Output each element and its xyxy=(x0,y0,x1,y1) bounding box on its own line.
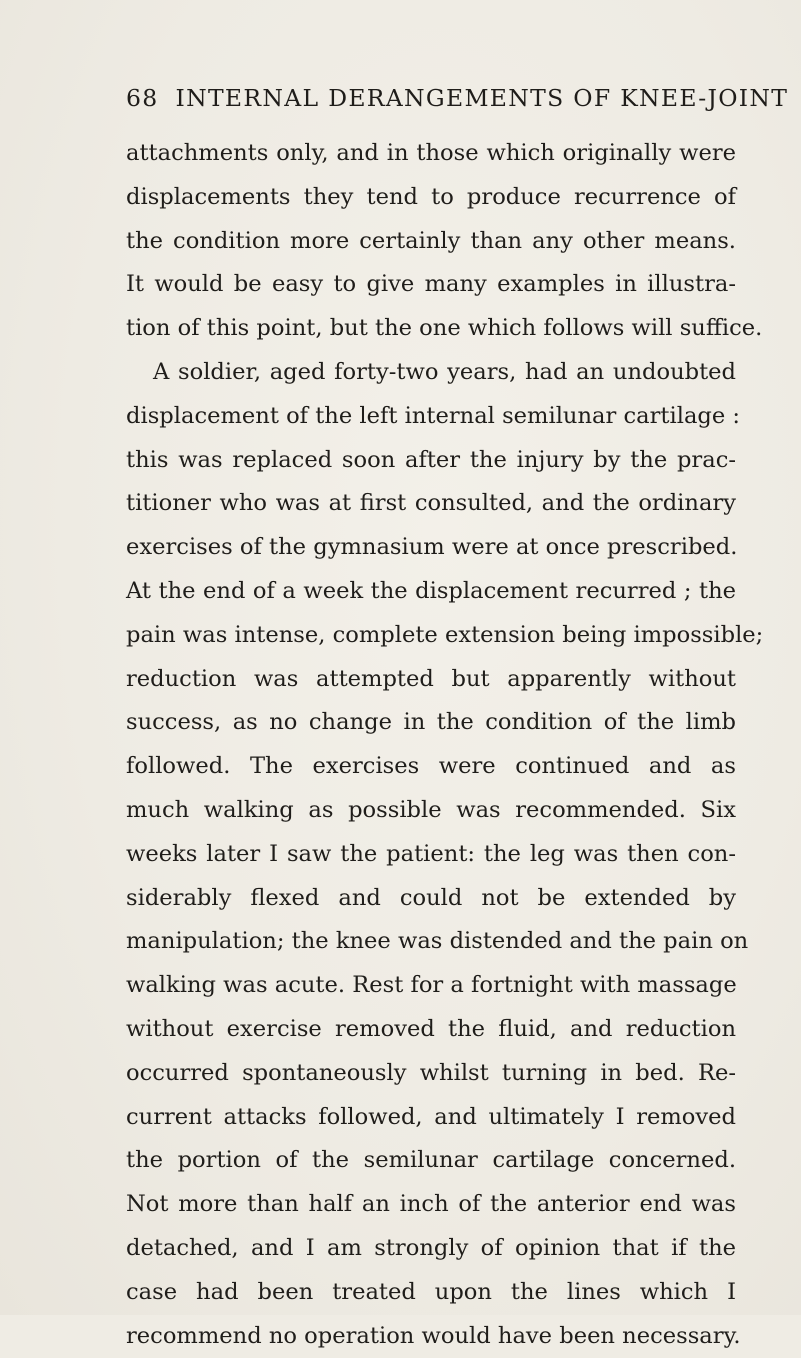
text-line: Not more than half an inch of the anterior end was xyxy=(126,1191,736,1218)
text-line: exercises of the gymnasium were at once prescribed. xyxy=(126,534,738,561)
text-line: this was replaced soon after the injury by the prac- xyxy=(126,446,736,473)
running-head xyxy=(126,78,789,118)
text-line: displacements they tend to produce recurrence of xyxy=(126,183,736,210)
text-line: pain was intense, complete extension being impossible; xyxy=(126,621,764,648)
text-line: the portion of the semilunar cartilage concerned. xyxy=(126,1147,736,1174)
text-line: the condition more certainly than any other means. xyxy=(126,227,736,254)
text-line: current attacks followed, and ultimately I removed xyxy=(126,1103,736,1130)
text-line: siderably flexed and could not be extended by xyxy=(126,884,736,911)
text-line: recommend no operation would have been necessary. xyxy=(126,1322,741,1349)
text-line: success, as no change in the condition of the limb xyxy=(126,709,736,736)
text-line: It would be easy to give many examples in illustra- xyxy=(126,271,736,298)
text-line: case had been treated upon the lines which I xyxy=(126,1278,736,1305)
text-line: manipulation; the knee was distended and the pain on xyxy=(126,928,749,955)
text-line: without exercise removed the fluid, and reduction xyxy=(126,1015,736,1042)
page-number: 68 xyxy=(126,84,159,112)
text-line: walking was acute. Rest for a fortnight with massage xyxy=(126,972,737,999)
text-line: detached, and I am strongly of opinion that if the xyxy=(126,1234,736,1261)
text-line: attachments only, and in those which originally were xyxy=(126,140,736,166)
text-line: weeks later I saw the patient: the leg was then con- xyxy=(126,840,736,867)
text-line: occurred spontaneously whilst turning in bed. Re- xyxy=(126,1059,736,1086)
text-line: followed. The exercises were continued and as xyxy=(126,753,736,780)
text-line: At the end of a week the displacement recurred ; the xyxy=(126,577,736,604)
text-line: titioner who was at first consulted, and the ordinary xyxy=(126,490,736,517)
text-line: reduction was attempted but apparently without xyxy=(126,665,736,692)
body-text xyxy=(126,132,764,1358)
text-line: tion of this point, but the one which follows will suffice. xyxy=(126,315,763,342)
text-line: A soldier, aged forty-two years, had an undoubted xyxy=(153,358,736,385)
text-line: displacement of the left internal semilunar cartilage : xyxy=(126,402,741,429)
running-title: INTERNAL DERANGEMENTS OF KNEE-JOINT xyxy=(175,84,789,112)
text-line: much walking as possible was recommended. Six xyxy=(126,796,736,823)
